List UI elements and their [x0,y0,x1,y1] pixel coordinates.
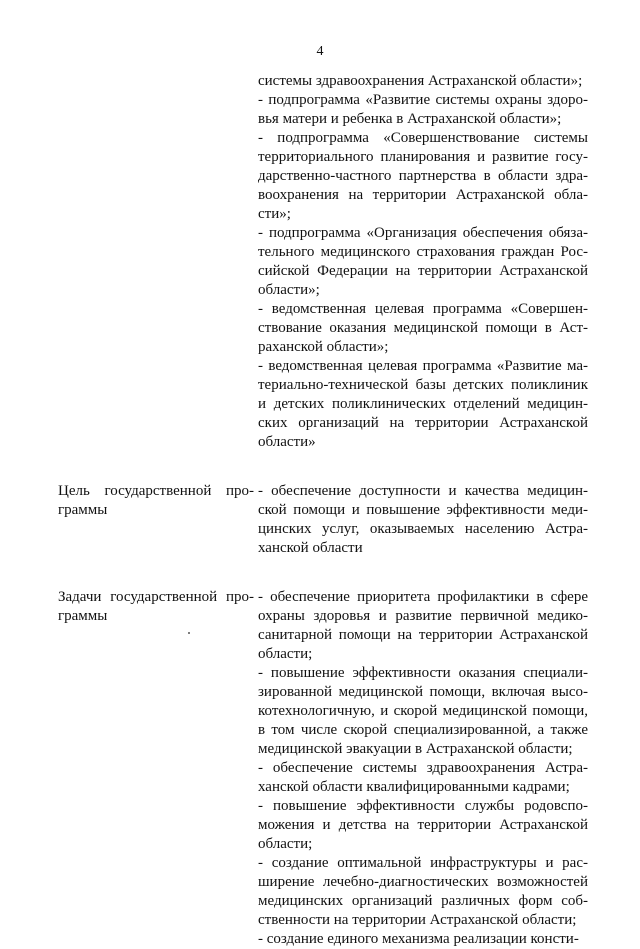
text-line: в том числе скорой специализированной, а также [258,722,588,738]
list-item [258,224,588,300]
scan-speck [188,632,190,634]
row-label-line: Задачи государственной про- [58,589,254,605]
list-item [258,797,588,854]
text-line: сти»; [258,206,291,222]
text-line: ханской области квалифицированными кадрами; [258,779,570,795]
text-line: области; [258,646,313,662]
text-line: ской помощи и повышение эффективности меди- [258,502,588,518]
text-line: - ведомственная целевая программа «Развитие ма- [258,358,588,374]
passport-row [0,588,640,949]
text-line: - ведомственная целевая программа «Совершен- [258,301,588,317]
text-line: - подпрограмма «Организация обеспечения обяза- [258,225,588,241]
text-line: зированной медицинской помощи, включая высо- [258,684,588,700]
text-line: медицинской эвакуации в Астраханской области; [258,741,573,757]
text-line: сийской Федерации на территории Астраханской [258,263,588,279]
text-line: - повышение эффективности оказания специали- [258,665,588,681]
text-line: цинских услуг, оказываемых населению Астра- [258,521,588,537]
row-label-line: Цель государственной про- [58,483,254,499]
text-line: - создание оптимальной инфраструктуры и рас- [258,855,588,871]
list-item [258,759,588,797]
list-item [258,72,588,91]
text-line: вья матери и ребенка в Астраханской области»; [258,111,562,127]
text-line: - обеспечение приоритета профилактики в сфере [258,589,588,605]
text-line: охраны здоровья и развитие первичной медико- [258,608,588,624]
row-label-line: граммы [58,608,108,624]
text-line: воохранения на территории Астраханской обла- [258,187,588,203]
program-passport-table [0,72,640,949]
text-line: - подпрограмма «Совершенствование системы [258,130,588,146]
row-content [258,588,588,949]
row-label [58,588,254,626]
text-line: области»; [258,282,320,298]
list-item [258,664,588,759]
row-label [58,482,254,520]
text-line: дарственно-частного партнерства в области здра- [258,168,588,184]
list-item [258,930,588,949]
text-line: котехнологичную, и скорой медицинской помощи, [258,703,588,719]
text-line: ских организаций на территории Астраханской [258,415,588,431]
row-content [258,482,588,558]
page-number: 4 [316,44,324,59]
text-line: - обеспечение системы здравоохранения Астра- [258,760,588,776]
text-line: области; [258,836,313,852]
list-item [258,854,588,930]
text-line: санитарной помощи на территории Астраханской [258,627,588,643]
text-line: ширение лечебно-диагностических возможностей [258,874,588,890]
text-line: - обеспечение доступности и качества медицин- [258,483,588,499]
text-line: системы здравоохранения Астраханской области»; [258,73,583,89]
list-item [258,588,588,664]
text-line: - повышение эффективности службы родовспо- [258,798,588,814]
text-line: териально-технической базы детских поликлиник [258,377,588,393]
passport-row [0,482,640,558]
list-item [258,91,588,129]
text-line: ханской области [258,540,363,556]
text-line: ственности на территории Астраханской области; [258,912,577,928]
passport-row [0,72,640,452]
text-line: территориального планирования и развитие госу- [258,149,588,165]
list-item [258,129,588,224]
text-line: медицинских организаций различных форм соб- [258,893,588,909]
text-line: - создание единого механизма реализации консти- [258,931,579,947]
list-item [258,482,588,558]
text-line: тельного медицинского страхования граждан Рос- [258,244,588,260]
text-line: ствование оказания медицинской помощи в Аст- [258,320,588,336]
list-item [258,357,588,452]
text-line: раханской области»; [258,339,389,355]
text-line: можения и детства на территории Астраханской [258,817,588,833]
text-line: - подпрограмма «Развитие системы охраны здоро- [258,92,588,108]
text-line: и детских поликлинических отделений медицин- [258,396,588,412]
text-line: области» [258,434,316,450]
row-content [258,72,588,452]
row-label-line: граммы [58,502,108,518]
list-item [258,300,588,357]
